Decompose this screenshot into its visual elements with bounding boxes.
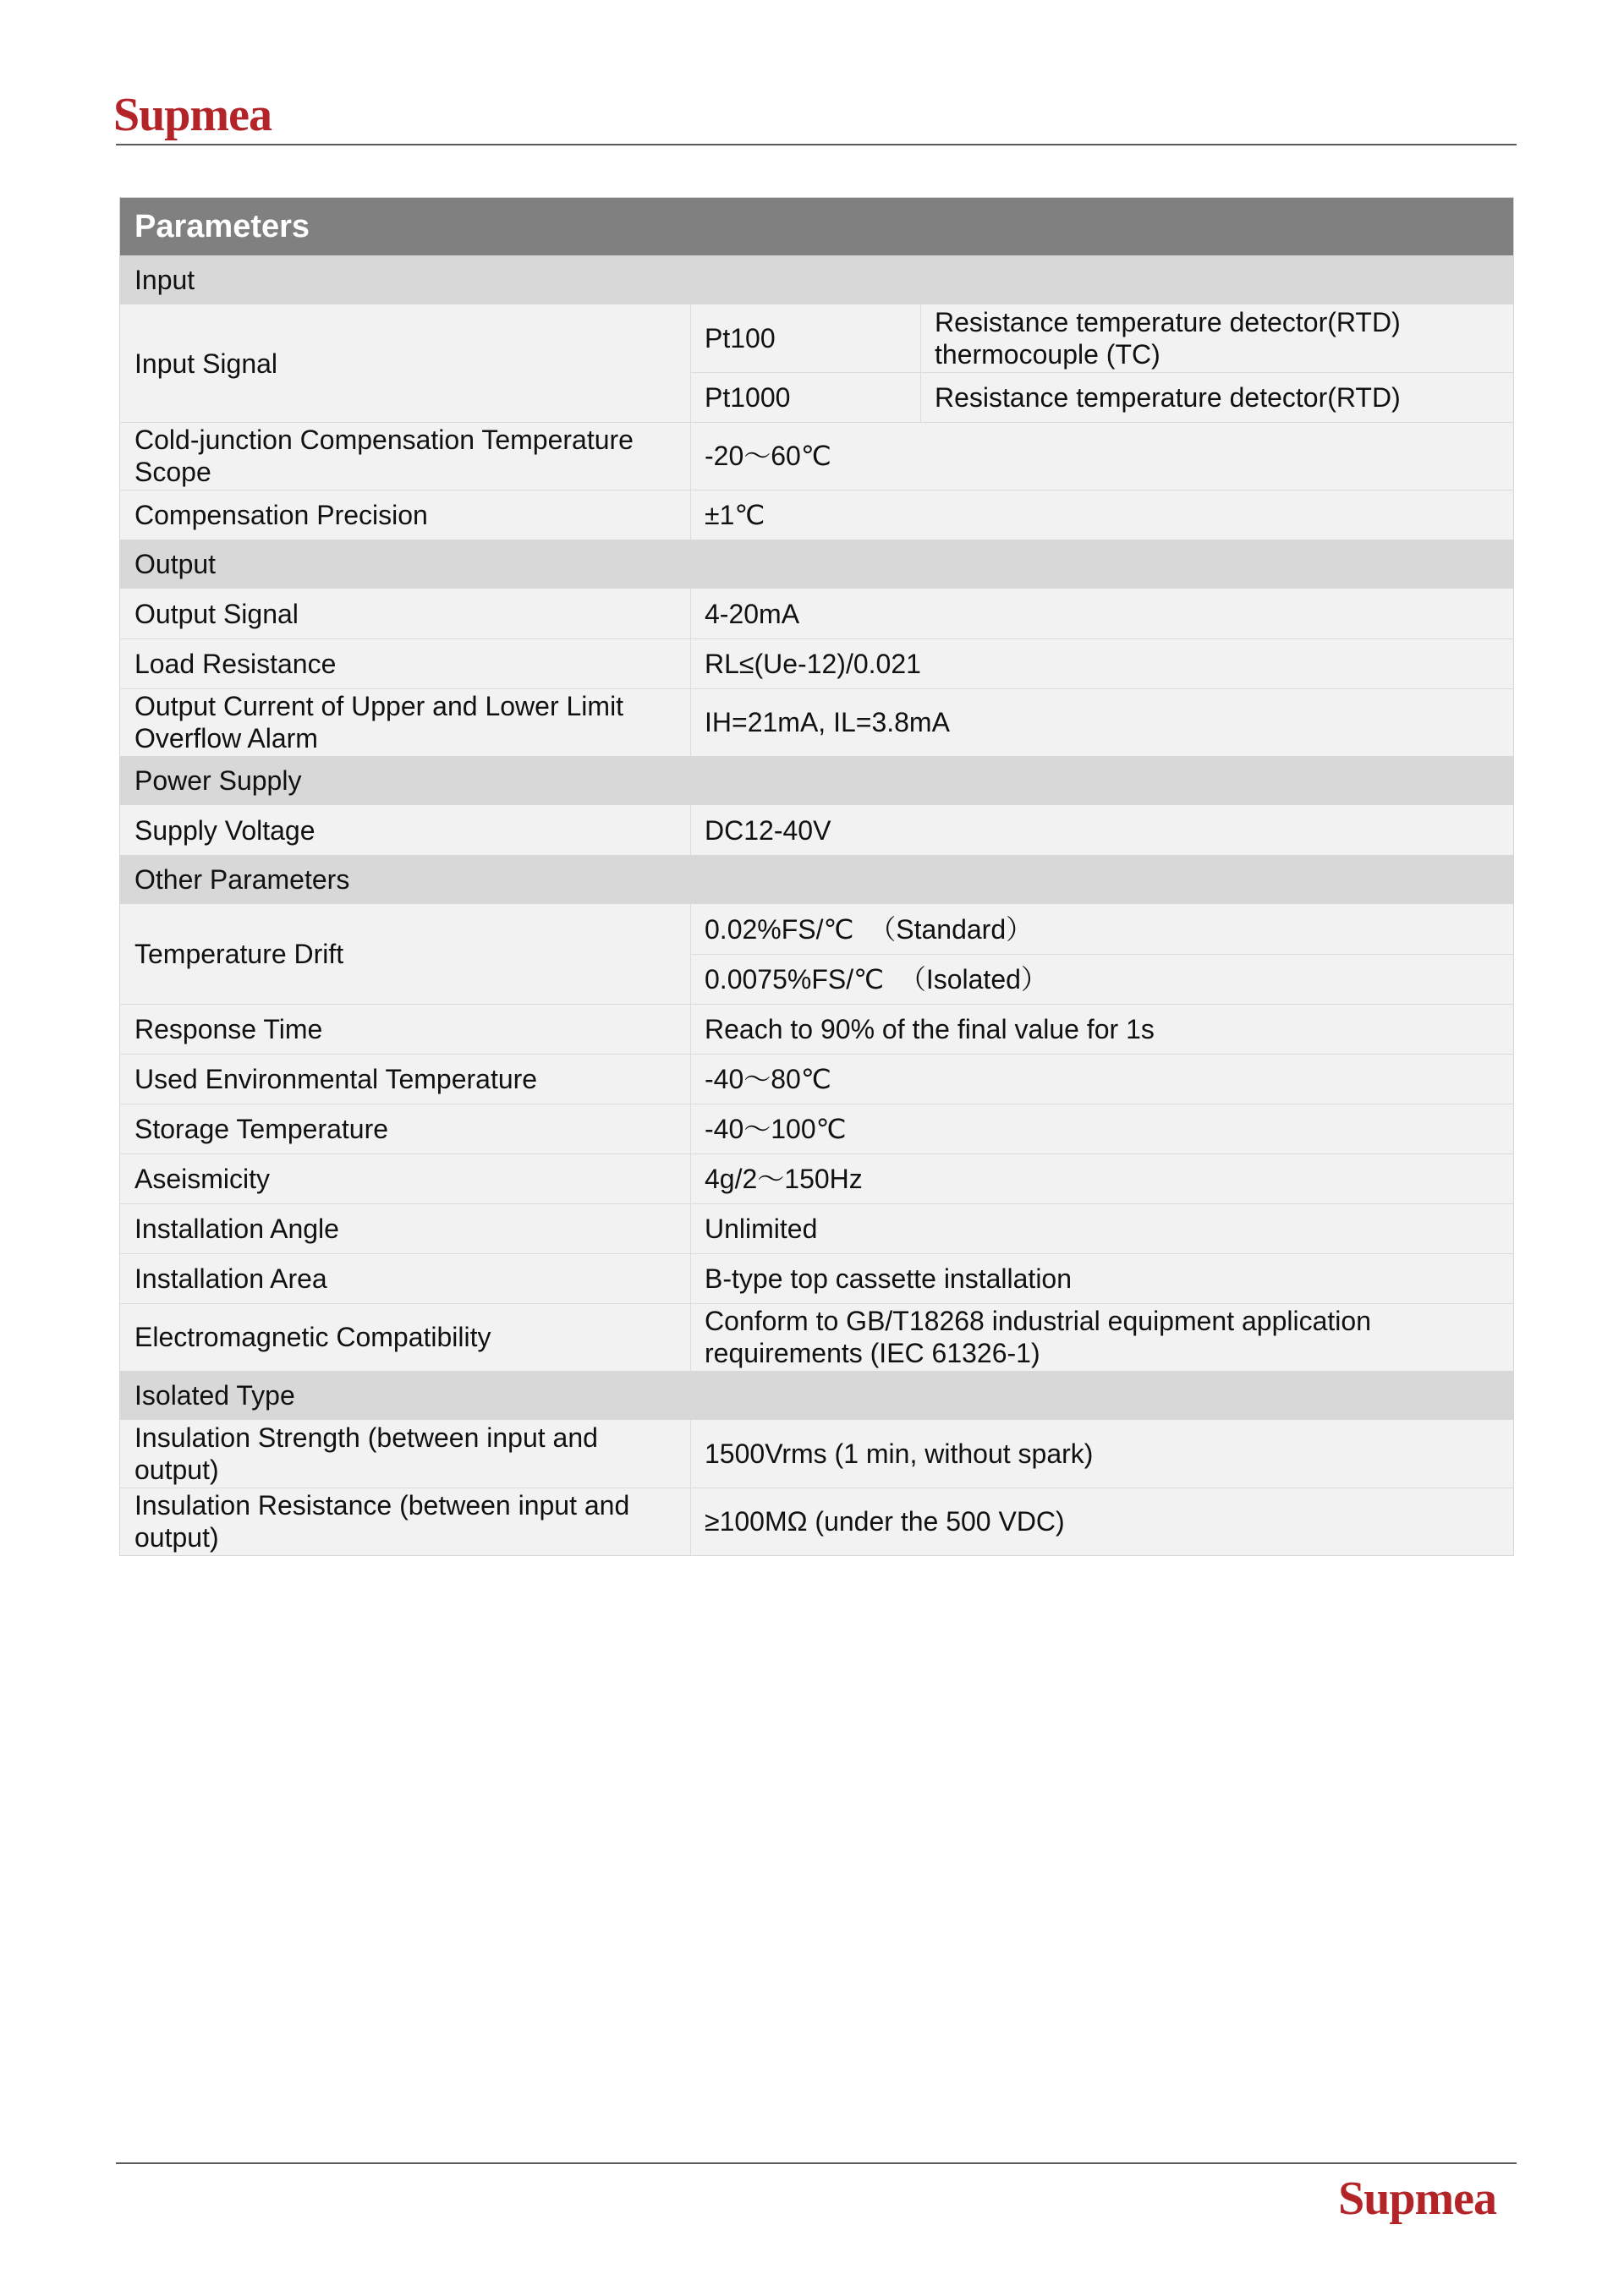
param-value: -20～60℃: [705, 441, 831, 471]
param-name: Installation Angle: [134, 1213, 339, 1244]
param-name: Storage Temperature: [134, 1113, 389, 1144]
param-name: Electromagnetic Compatibility: [134, 1322, 491, 1352]
param-name: Aseismicity: [134, 1163, 271, 1194]
param-value: DC12-40V: [705, 814, 831, 846]
param-value: RL≤(Ue-12)/0.021: [705, 648, 921, 679]
param-detail: Resistance temperature detector(RTD) thermocouple (TC): [935, 307, 1401, 370]
param-name: Supply Voltage: [134, 814, 315, 846]
parameters-table: [119, 197, 1514, 1556]
param-value: -40～80℃: [705, 1063, 831, 1094]
param-name: Load Resistance: [134, 648, 337, 679]
param-name: Compensation Precision: [134, 499, 428, 530]
param-name: Insulation Resistance (between input and output): [134, 1490, 630, 1553]
footer-divider: [116, 2162, 1517, 2164]
param-value: ±1℃: [705, 499, 765, 530]
param-value: IH=21mA, IL=3.8mA: [705, 707, 950, 737]
param-value: Reach to 90% of the final value for 1s: [705, 1013, 1155, 1044]
param-name: Installation Area: [134, 1263, 327, 1294]
section-header: Isolated Type: [120, 1371, 1513, 1420]
param-value: Conform to GB/T18268 industrial equipment application requirements (IEC 61326-1): [705, 1306, 1371, 1368]
footer-logo: Supmea: [1338, 2173, 1496, 2225]
param-name: Response Time: [134, 1013, 323, 1044]
param-value: 0.02%FS/℃ （Standard）: [705, 913, 1034, 945]
param-value: 4g/2～150Hz: [705, 1163, 863, 1194]
param-value: Pt1000: [705, 381, 791, 413]
param-value: 4-20mA: [705, 598, 800, 629]
section-header: Output: [120, 540, 1513, 589]
section-header: Other Parameters: [120, 855, 1513, 904]
table-title: Parameters: [120, 198, 1513, 255]
param-name: Insulation Strength (between input and output): [134, 1422, 598, 1485]
param-value: 1500Vrms (1 min, without spark): [705, 1438, 1094, 1469]
param-value: Unlimited: [705, 1213, 818, 1244]
param-name: Output Signal: [134, 598, 299, 629]
param-value: B-type top cassette installation: [705, 1263, 1073, 1294]
header-divider: [116, 144, 1517, 145]
section-header: Power Supply: [120, 756, 1513, 805]
param-value: ≥100MΩ (under the 500 VDC): [705, 1506, 1065, 1537]
param-value: 0.0075%FS/℃ （Isolated）: [705, 963, 1048, 995]
param-name: Input Signal: [134, 348, 278, 379]
param-name: Output Current of Upper and Lower Limit Overflow Alarm: [134, 691, 624, 753]
param-name: Cold-junction Compensation Temperature Scope: [134, 425, 634, 487]
param-name: Used Environmental Temperature: [134, 1063, 538, 1094]
param-value: -40～100℃: [705, 1113, 847, 1144]
param-value: Pt100: [705, 323, 776, 353]
param-detail: Resistance temperature detector(RTD): [935, 381, 1401, 413]
header-logo: Supmea: [113, 89, 272, 141]
param-name: Temperature Drift: [134, 939, 344, 969]
section-header: Input: [120, 255, 1513, 304]
